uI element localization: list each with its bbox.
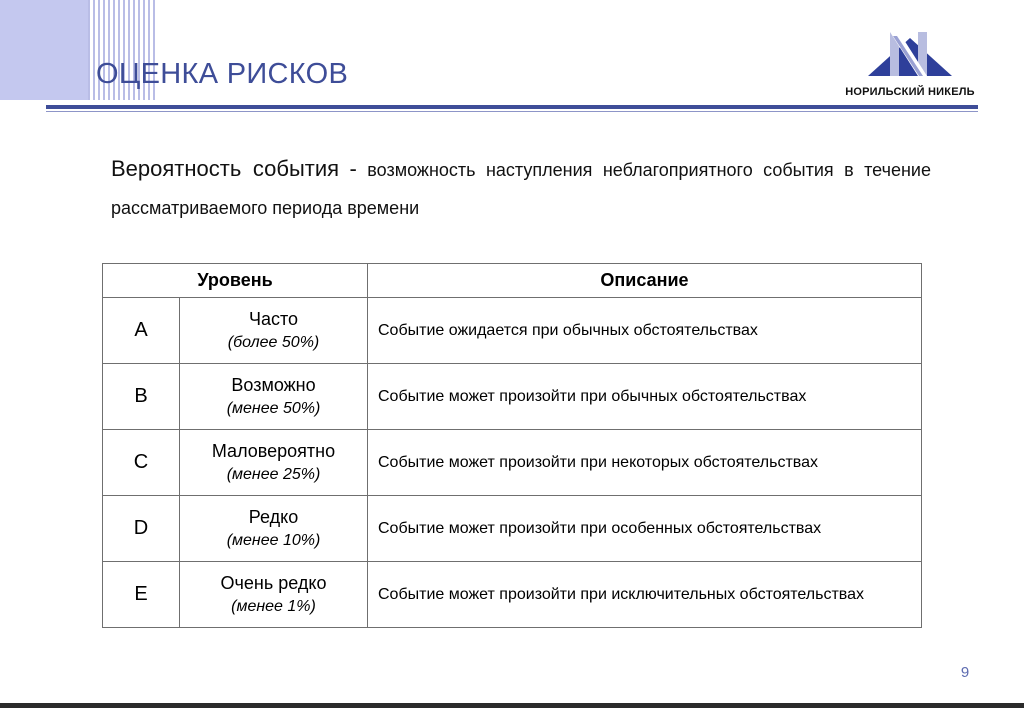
header-description: Описание xyxy=(368,264,922,298)
logo-text: НОРИЛЬСКИЙ НИКЕЛЬ xyxy=(845,86,975,98)
level-name: Возможно xyxy=(231,374,316,395)
level-code: D xyxy=(103,496,180,562)
level-code: A xyxy=(103,298,180,364)
level-description: Событие ожидается при обычных обстоятельствах xyxy=(368,298,922,364)
company-logo xyxy=(838,28,982,102)
level-name-cell xyxy=(180,298,368,364)
definition-term: Вероятность события xyxy=(111,156,340,181)
level-name-cell xyxy=(180,430,368,496)
level-name-cell xyxy=(180,496,368,562)
table-row xyxy=(103,562,922,628)
level-range: (менее 25%) xyxy=(226,465,321,483)
definition-dash: - xyxy=(349,156,357,181)
table-header-row xyxy=(103,264,922,298)
bottom-bar xyxy=(0,703,1024,708)
table-row xyxy=(103,364,922,430)
corner-decoration xyxy=(0,0,88,100)
definition-paragraph xyxy=(111,150,931,227)
level-code: B xyxy=(103,364,180,430)
definition-text: возможность наступления неблагоприятного события в течение рассматриваемого периода времени xyxy=(111,160,931,218)
level-description: Событие может произойти при обычных обстоятельствах xyxy=(368,364,922,430)
table-row xyxy=(103,430,922,496)
level-description: Событие может произойти при некоторых обстоятельствах xyxy=(368,430,922,496)
level-name-cell xyxy=(180,562,368,628)
probability-table xyxy=(102,263,922,628)
header-rule xyxy=(46,105,978,109)
nornickel-logo-icon xyxy=(868,32,952,80)
header-rule-thin xyxy=(46,111,978,112)
level-range: (менее 10%) xyxy=(226,531,321,549)
level-name: Очень редко xyxy=(220,572,327,593)
level-name: Маловероятно xyxy=(211,440,336,461)
level-name-cell xyxy=(180,364,368,430)
slide-title: ОЦЕНКА РИСКОВ xyxy=(96,58,349,90)
level-range: (менее 50%) xyxy=(226,399,321,417)
page-number: 9 xyxy=(960,664,970,681)
level-range: (более 50%) xyxy=(227,333,320,351)
table-row xyxy=(103,298,922,364)
level-description: Событие может произойти при исключительных обстоятельствах xyxy=(368,562,922,628)
header-level: Уровень xyxy=(103,264,368,298)
level-name: Часто xyxy=(248,308,299,329)
level-name: Редко xyxy=(248,506,299,527)
level-range: (менее 1%) xyxy=(231,597,316,615)
table-row xyxy=(103,496,922,562)
level-description: Событие может произойти при особенных обстоятельствах xyxy=(368,496,922,562)
level-code: C xyxy=(103,430,180,496)
level-code: E xyxy=(103,562,180,628)
